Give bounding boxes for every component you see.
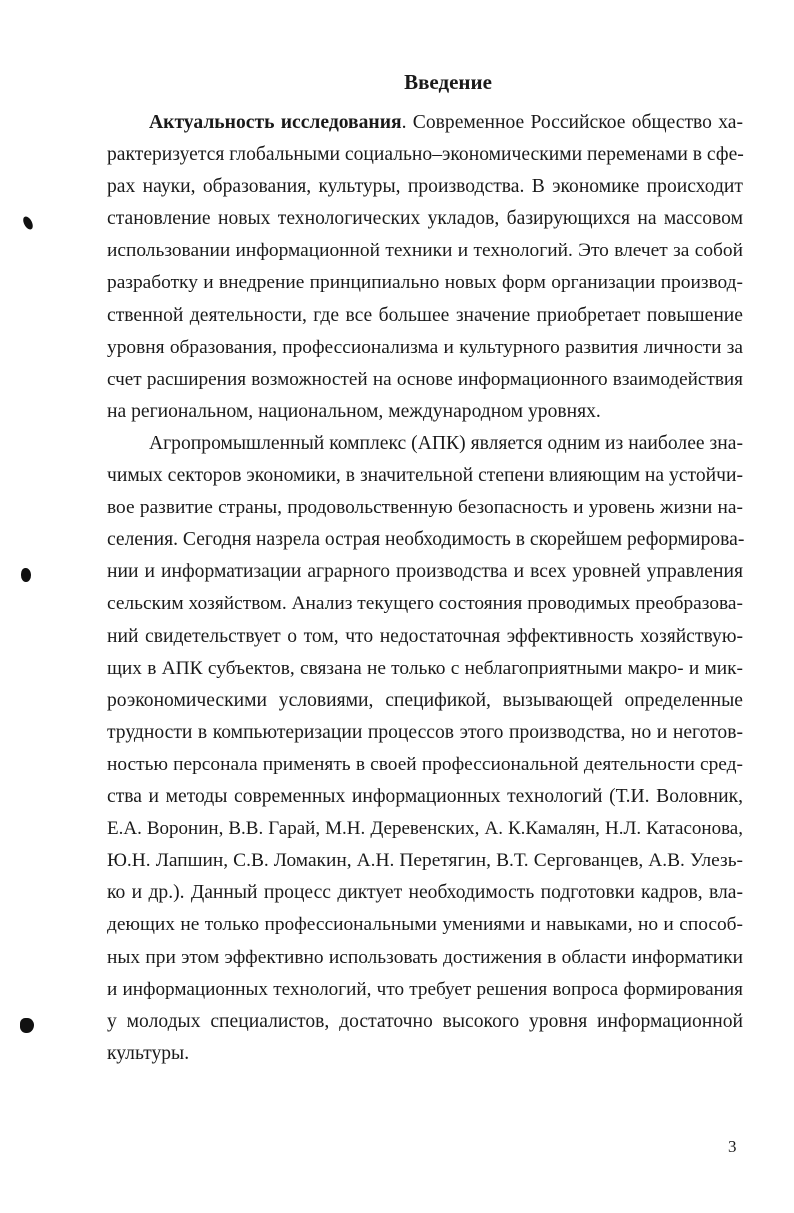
paragraph-line: культуры. [107, 1042, 190, 1064]
paragraph-line: ных при этом эффективно использовать достижения в области информатики [107, 946, 743, 968]
relevance-heading: Актуальность исследования [149, 112, 402, 133]
scan-artifact-mark [22, 215, 34, 231]
paragraph-line: Агропромышленный комплекс (АПК) является одним из наиболее зна- [149, 433, 743, 454]
paragraph-line: ностью персонала применять в своей профессиональной деятельности сред- [107, 753, 743, 775]
paragraph-line: ства и методы современных информационных технологий (Т.И. Воловник, [107, 786, 743, 808]
paragraph-line: роэкономическими условиями, спецификой, вызывающей определенные [107, 689, 743, 711]
paragraph-line: вое развитие страны, продовольственную безопасность и уровень жизни на- [107, 497, 743, 519]
paragraph-line: сельским хозяйством. Анализ текущего состояния проводимых преобразова- [107, 593, 743, 615]
paragraph-line: и информационных технологий, что требует решения вопроса формирования [107, 978, 743, 1000]
paragraph-line: ний свидетельствует о том, что недостаточная эффективность хозяйствую- [107, 625, 743, 647]
paragraph-apk [107, 428, 743, 1070]
page-title: Введение [404, 70, 492, 94]
paragraph-line: рактеризуется глобальными социально–экономическими переменами в сфе- [107, 144, 744, 166]
paragraph-line: ко и др.). Данный процесс диктует необходимость подготовки кадров, вла- [107, 882, 743, 904]
paragraph-line: чимых секторов экономики, в значительной степени влияющим на устойчи- [107, 465, 743, 487]
paragraph-line: счет расширения возможностей на основе информационного взаимодействия [107, 368, 743, 390]
paragraph-line: на региональном, национальном, международном уровнях. [107, 400, 601, 422]
paragraph-line: разработку и внедрение принципиально новых форм организации производ- [107, 272, 743, 294]
paragraph-line: деющих не только профессиональными умениями и навыками, но и способ- [107, 914, 743, 936]
paragraph-line: трудности в компьютеризации процессов этого производства, но и неготов- [107, 721, 743, 743]
paragraph-line: становление новых технологических укладов, базирующихся на массовом [107, 208, 743, 230]
paragraph-line: селения. Сегодня назрела острая необходимость в скорейшем реформирова- [107, 529, 745, 551]
paragraph-line: уровня образования, профессионализма и культурного развития личности за [107, 336, 743, 358]
paragraph-line: щих в АПК субъектов, связана не только с неблагоприятными макро- и мик- [107, 657, 743, 679]
paragraph-line: использовании информационной техники и технологий. Это влечет за собой [107, 240, 743, 262]
scan-artifact-mark [20, 1018, 34, 1033]
page-number: 3 [728, 1137, 737, 1156]
paragraph-line: Актуальность исследования. Современное Российское общество ха- [149, 112, 743, 133]
paragraph-line: у молодых специалистов, достаточно высокого уровня информационной [107, 1010, 743, 1032]
scan-artifact-mark [21, 568, 31, 582]
paragraph-line: Е.А. Воронин, В.В. Гарай, М.Н. Деревенских, А. К.Камалян, Н.Л. Катасонова, [107, 818, 743, 840]
paragraph-relevance [107, 107, 743, 428]
paragraph-line: Ю.Н. Лапшин, С.В. Ломакин, А.Н. Перетягин, В.Т. Сергованцев, А.В. Улезь- [107, 850, 743, 872]
paragraph-line: рах науки, образования, культуры, производства. В экономике происходит [107, 176, 743, 198]
paragraph-line: нии и информатизации аграрного производства и всех уровней управления [107, 561, 743, 583]
paragraph-line: ственной деятельности, где все большее значение приобретает повышение [107, 304, 743, 326]
